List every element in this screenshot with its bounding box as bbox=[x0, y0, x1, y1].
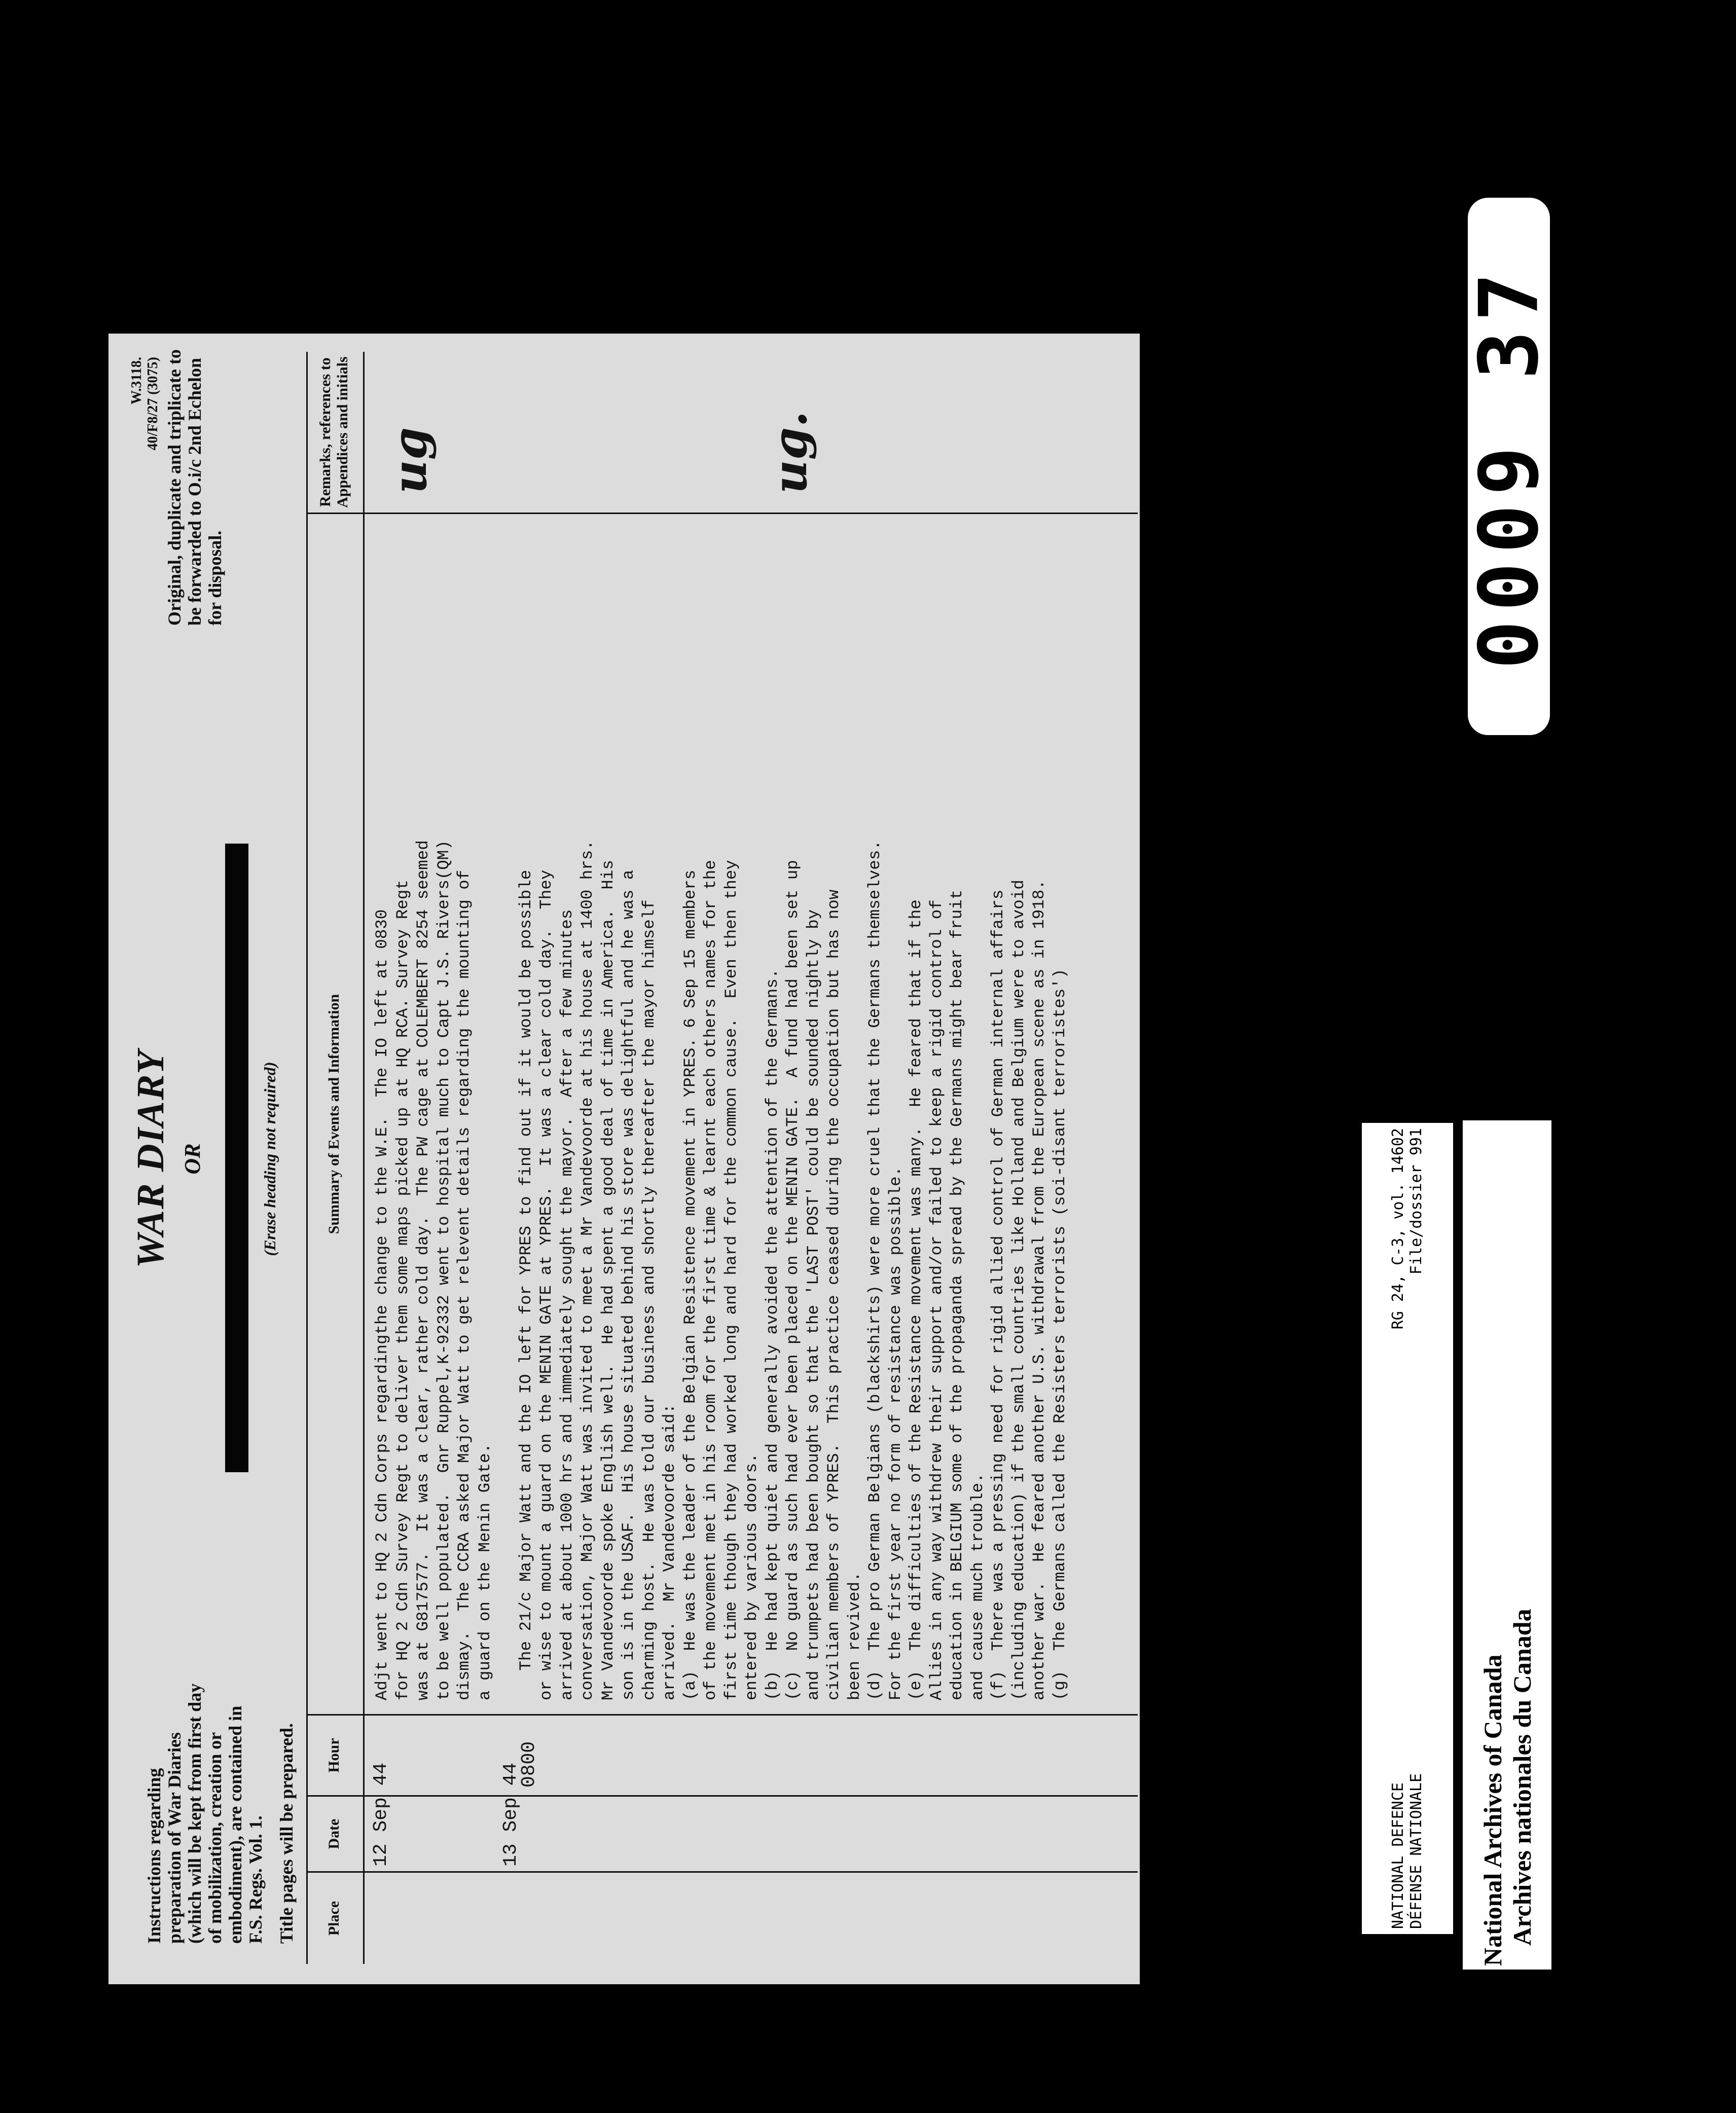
col-divider bbox=[306, 513, 1138, 514]
summary-line: another war. He feared another U.S. withdrawal from the European scene as in 1918. bbox=[1030, 880, 1048, 1700]
col-divider bbox=[306, 1795, 1138, 1797]
summary-line: arrived at about 1000 hrs and immediately sought the mayor. After a few minutes bbox=[557, 909, 576, 1700]
summary-line: been revived. bbox=[845, 1572, 864, 1700]
col-divider bbox=[306, 1714, 1138, 1716]
summary-line: and trumpets had been bought so that the 'LAST POST' could be sounded nightly by bbox=[804, 909, 823, 1700]
summary-line: son is in the USAF. His house situated behind his store was delightful and he was a bbox=[619, 869, 638, 1700]
reference-line-1: RG 24, C-3, vol. 14602 bbox=[1389, 1128, 1407, 1330]
col-header-place: Place bbox=[326, 1901, 342, 1936]
department-fr: DÉFENSE NATIONALE bbox=[1407, 1773, 1425, 1929]
document-title: WAR DIARY bbox=[129, 1049, 172, 1268]
initials: ug bbox=[382, 427, 437, 494]
summary-line: of the movement met in his room for the first time & learnt each others names for the bbox=[701, 860, 720, 1700]
reference-label bbox=[1362, 1123, 1453, 1934]
col-header-summary: Summary of Events and Information bbox=[326, 994, 342, 1234]
summary-line: a guard on the Menin Gate. bbox=[475, 1443, 494, 1700]
summary-line: (including education) if the small countries like Holland and Belgium were to avoid bbox=[1009, 880, 1028, 1700]
war-diary-sheet bbox=[108, 334, 1140, 1984]
summary-line: (d) The pro German Belgians (blackshirts) were more cruel that the Germans themselves. bbox=[865, 840, 884, 1700]
summary-line: (b) He had kept quiet and generally avoided the attention of the Germans. bbox=[763, 968, 782, 1700]
summary-line: (c) No guard as such had ever been placed on the MENIN GATE. A fund had been set up bbox=[783, 860, 802, 1700]
summary-line: education in BELGIUM some of the propaganda spread by the Germans might bear fruit bbox=[948, 889, 966, 1700]
col-header-hour: Hour bbox=[326, 1738, 342, 1773]
summary-text bbox=[372, 681, 1070, 1700]
summary-line: conversation, Major Watt was invited to meet a Mr Vandevoorde at his house at 1400 hrs. bbox=[578, 840, 597, 1700]
col-header-remarks: Remarks, references to Appendices and initials bbox=[317, 356, 351, 508]
title-or: OR bbox=[180, 1143, 205, 1175]
entry-date: 12 Sep 44 bbox=[370, 1762, 392, 1867]
summary-line: or wise to mount a guard on the MENIN GATE at YPRES. It was a clear cold day. They bbox=[537, 869, 556, 1700]
archives-label bbox=[1463, 1120, 1551, 1970]
summary-line: Adjt went to HQ 2 Cdn Corps regardingthe change to the W.E. The IO left at 0830 bbox=[373, 909, 391, 1700]
form-code: W.3118. 40/F8/27 (3075) bbox=[129, 357, 161, 451]
summary-line: was at G817577. It was a clear, rather cold day. The PW cage at COLEMBERT 8254 seemed bbox=[414, 840, 432, 1700]
summary-line: dismay. The CCRA asked Major Watt to get relevent details regarding the mounting of bbox=[455, 869, 474, 1700]
reference-line-2: File/dossier 991 bbox=[1407, 1128, 1425, 1274]
summary-line: The 21/c Major Watt and the IO left for YPRES to find out if it would be possible bbox=[516, 869, 535, 1700]
summary-line: arrived. Mr Vandevoorde said: bbox=[660, 1403, 679, 1700]
summary-line: (f) There was a pressing need for rigid allied control of German internal affairs bbox=[989, 889, 1007, 1700]
distribution-note: Original, duplicate and triplicate to be forwarded to O.i/c 2nd Echelon for disposal. bbox=[164, 349, 225, 626]
summary-line: (a) He was the leader of the Belgian Resistence movement in YPRES. 6 Sep 15 members bbox=[680, 869, 700, 1700]
col-header-date: Date bbox=[326, 1818, 342, 1849]
title-pages-note: Title pages will be prepared. bbox=[276, 1723, 297, 1944]
frame-number: 0009 37 bbox=[1461, 263, 1557, 670]
initials: ug. bbox=[763, 411, 817, 494]
summary-line: civilian members of YPRES. This practice ceased during the occupation but has now bbox=[824, 889, 843, 1700]
summary-line: entered by various doors. bbox=[742, 1453, 761, 1700]
header-rule bbox=[363, 352, 365, 1964]
summary-line: and cause much trouble. bbox=[968, 1473, 987, 1700]
diary-table bbox=[306, 352, 1138, 1964]
entry-date: 13 Sep 44 bbox=[500, 1762, 522, 1867]
department-en: NATIONAL DEFENCE bbox=[1389, 1782, 1407, 1929]
erase-heading-note: (Erase heading not required) bbox=[261, 1062, 279, 1256]
summary-line bbox=[495, 681, 516, 1700]
entry-hour: 0800 bbox=[518, 1741, 540, 1788]
summary-line: first time though they had worked long and hard for the common cause. Even then they bbox=[721, 860, 741, 1700]
summary-line: charming host. He was told our business and shortly thereafter the mayor himself bbox=[639, 899, 659, 1700]
frame-number-label bbox=[1461, 198, 1557, 735]
col-divider bbox=[306, 1871, 1138, 1873]
redacted-unit-name bbox=[225, 844, 248, 1472]
instructions-note: Instructions regarding preparation of War Diaries (which will be kept from first day of mobilization, creation or embodiment), are contained in F.S. Regs. Vol. 1. bbox=[144, 1683, 266, 1944]
summary-line: Allies in any way withdrew their support and/or failed to keep a rigid control of bbox=[927, 899, 946, 1700]
summary-line: for HQ 2 Cdn Survey Regt to deliver them some maps picked up at HQ RCA. Survey Regt bbox=[393, 880, 412, 1700]
archives-name-fr: Archives nationales du Canada bbox=[1507, 1609, 1536, 1946]
summary-line: to be well populated. Gnr Ruppel,K-92332 went to hospital much to Capt J.S. Rivers(QM) bbox=[434, 840, 453, 1700]
summary-line: (e) The difficulties of the Resistance movement was many. He feared that if the bbox=[907, 899, 925, 1700]
archives-name-en: National Archives of Canada bbox=[1478, 1654, 1507, 1966]
summary-line: Mr Vandevoorde spoke English well. He had spent a good deal of time in America. His bbox=[598, 860, 618, 1700]
summary-line: (g) The Germans called the Resisters terrorists (soi-disant terroristes') bbox=[1050, 968, 1069, 1700]
summary-line: For the first year no form of resistance was possible. bbox=[886, 1166, 905, 1700]
